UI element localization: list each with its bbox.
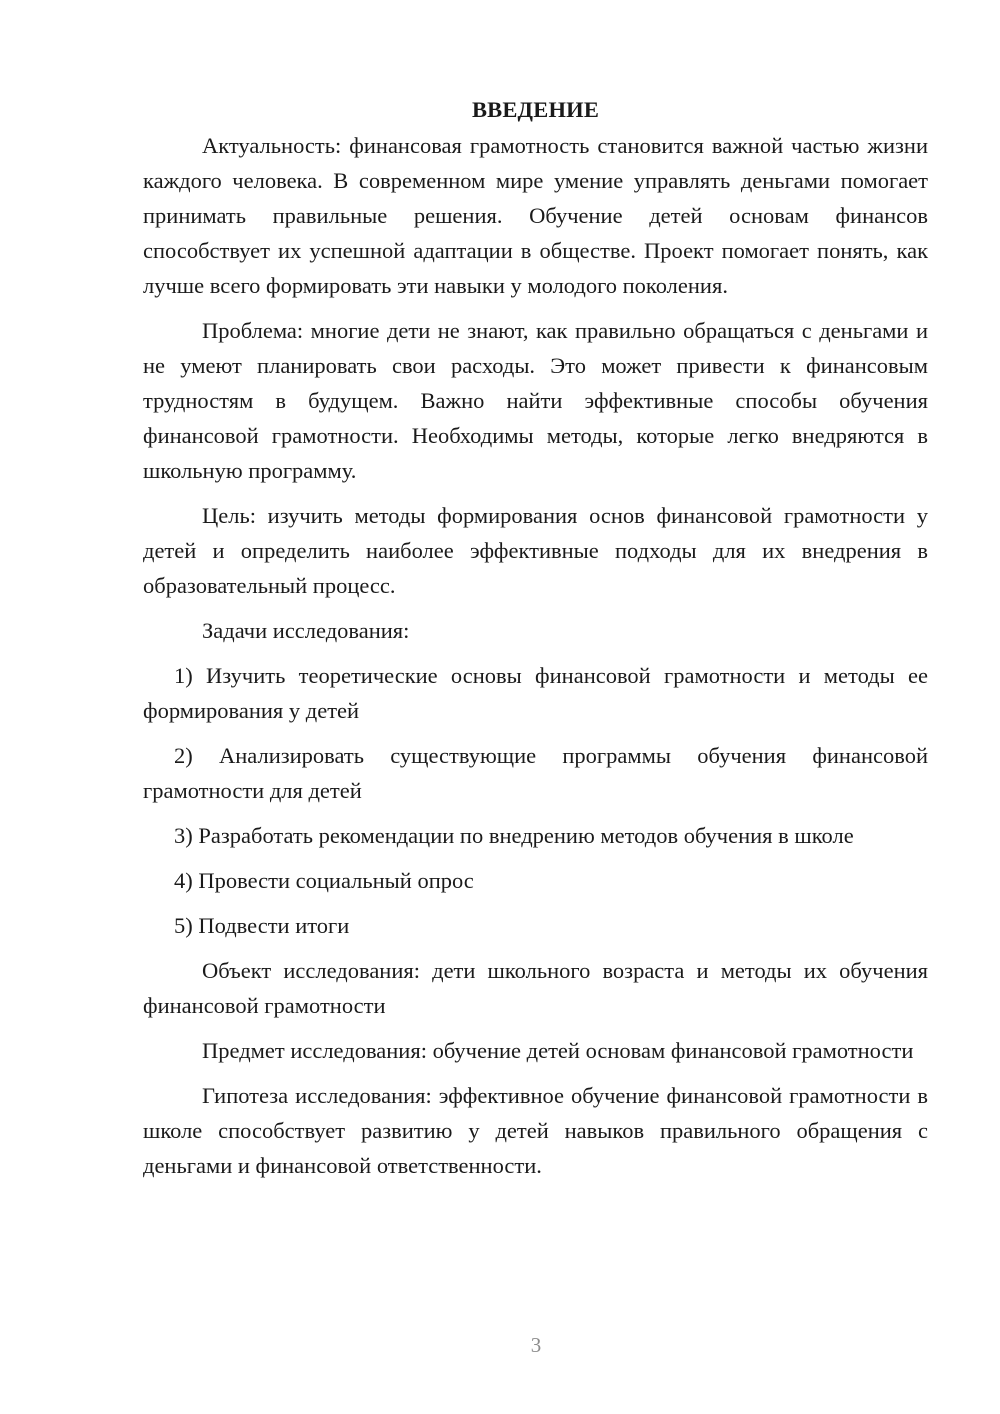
task-item-1: 1) Изучить теоретические основы финансовой грамотности и методы ее формирования у детей bbox=[143, 663, 928, 723]
goal-paragraph: Цель: изучить методы формирования основ финансовой грамотности у детей и определить наиболее эффективные подходы для их внедрения в образовательный процесс. bbox=[143, 503, 928, 598]
hypothesis-paragraph: Гипотеза исследования: эффективное обучение финансовой грамотности в школе способствует развитию у детей навыков правильного обращения с деньгами и финансовой ответственности. bbox=[143, 1083, 928, 1178]
tasks-title: Задачи исследования: bbox=[202, 618, 410, 643]
subject-paragraph: Предмет исследования: обучение детей основам финансовой грамотности bbox=[202, 1038, 914, 1063]
task-item-3: 3) Разработать рекомендации по внедрению методов обучения в школе bbox=[174, 823, 854, 848]
task-item-4: 4) Провести социальный опрос bbox=[174, 868, 474, 893]
problem-paragraph: Проблема: многие дети не знают, как правильно обращаться с деньгами и не умеют планировать свои расходы. Это может привести к финансовым трудностям в будущем. Важно найти эффективные способы обучения финансовой грамотности. Необходимы методы, которые легко внедряются в школьную программу. bbox=[143, 318, 928, 483]
task-item-2: 2) Анализировать существующие программы обучения финансовой грамотности для детей bbox=[143, 743, 928, 803]
object-paragraph: Объект исследования: дети школьного возраста и методы их обучения финансовой грамотности bbox=[143, 958, 928, 1018]
page-number: 3 bbox=[530, 1333, 542, 1357]
relevance-paragraph: Актуальность: финансовая грамотность становится важной частью жизни каждого человека. В современном мире умение управлять деньгами помогает принимать правильные решения. Обучение детей основам финансов способствует их успешной адаптации в обществе. Проект помогает понять, как лучше всего формировать эти навыки у молодого поколения. bbox=[143, 133, 928, 298]
task-item-5: 5) Подвести итоги bbox=[174, 913, 350, 938]
page-title: ВВЕДЕНИЕ bbox=[471, 97, 600, 122]
page-content bbox=[143, 92, 928, 1183]
